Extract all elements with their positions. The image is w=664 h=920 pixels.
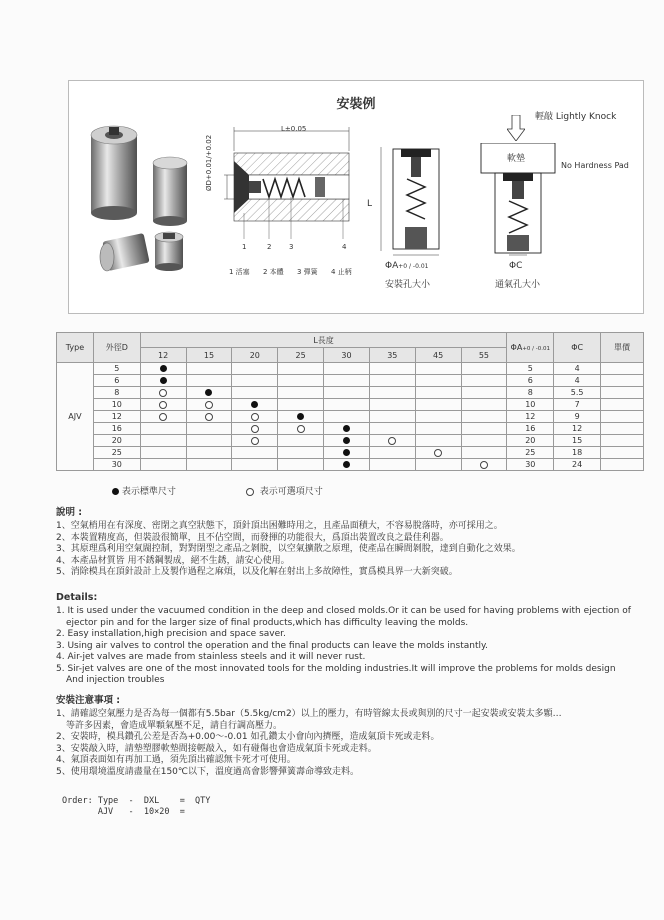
legend-optional: [246, 484, 323, 497]
table-row: [57, 399, 644, 411]
phi-c-cell: 15: [554, 435, 601, 447]
standard-dot-icon: [343, 425, 350, 432]
length-cell: [140, 363, 186, 375]
product-photo: [83, 119, 201, 287]
order-example: [62, 796, 210, 818]
installation-example-panel: [68, 80, 644, 314]
table-row: [57, 459, 644, 471]
length-cell: [232, 375, 278, 387]
mounting-hole-drawing: [379, 143, 449, 263]
length-cell: [232, 435, 278, 447]
dim-length-label: L±0.05: [281, 125, 307, 133]
length-cell: [232, 447, 278, 459]
price-cell: [601, 411, 644, 423]
length-cell: [415, 399, 461, 411]
phi-c-cell: 5.5: [554, 387, 601, 399]
price-cell: [601, 435, 644, 447]
phi-a-cell: 8: [507, 387, 554, 399]
optional-ring-icon: [159, 401, 167, 409]
length-cell: [140, 375, 186, 387]
length-cell: [461, 447, 507, 459]
length-cell: [369, 459, 415, 471]
legend-standard: [112, 484, 176, 497]
length-cell: [232, 363, 278, 375]
phi-a-cell: 30: [507, 459, 554, 471]
length-cell: [278, 447, 324, 459]
standard-dot-icon: [205, 389, 212, 396]
details-english: [56, 592, 631, 687]
optional-ring-icon: [434, 449, 442, 457]
length-cell: [415, 423, 461, 435]
notes-chinese: [56, 504, 521, 579]
optional-ring-icon: [205, 413, 213, 421]
standard-dot-icon: [343, 461, 350, 468]
details-heading: Details:: [56, 592, 98, 603]
table-row: [57, 387, 644, 399]
table-row: [57, 447, 644, 459]
price-header: 單價: [601, 333, 644, 363]
phi-a-cell: 20: [507, 435, 554, 447]
text-line: 5. Sir-jet valves are one of the most innovated tools for the molding industries.It will improve the problems for molds design: [56, 663, 616, 674]
hole-size-label: 安裝孔大小: [385, 280, 431, 290]
part-number-4: 4: [342, 243, 347, 251]
length-cell: [461, 423, 507, 435]
text-line: 4、本產品材質皆 用不銹鋼製成，絕不生銹，請安心使用。: [56, 555, 290, 566]
lightly-knock-label: 輕敲 Lightly Knock: [535, 112, 617, 122]
length-cell: [186, 435, 232, 447]
part-legend-4: 4 止柄: [331, 268, 352, 276]
length-cell: [369, 423, 415, 435]
table-row: [57, 411, 644, 423]
price-cell: [601, 375, 644, 387]
length-col-header: 30: [324, 348, 370, 363]
length-cell: [369, 411, 415, 423]
optional-ring-icon: [205, 401, 213, 409]
length-cell: [140, 387, 186, 399]
length-cell: [278, 387, 324, 399]
diameter-cell: 30: [93, 459, 140, 471]
length-cell: [278, 459, 324, 471]
text-line: 2、安裝時，模具鑽孔公差是否為+0.00～-0.01 如孔鑽太小會向內擠壓，造成氣頂卡死或走料。: [56, 732, 440, 742]
length-cell: [461, 375, 507, 387]
length-cell: [369, 435, 415, 447]
diameter-cell: 6: [93, 375, 140, 387]
standard-dot-icon: [160, 365, 167, 372]
arrow-down-icon: [507, 115, 525, 141]
length-cell: [232, 387, 278, 399]
length-cell: [324, 447, 370, 459]
text-line: And injection troubles: [66, 675, 165, 685]
diameter-cell: 12: [93, 411, 140, 423]
length-cell: [324, 423, 370, 435]
phi-a-cell: 16: [507, 423, 554, 435]
length-cell: [186, 363, 232, 375]
phi-c-cell: 4: [554, 375, 601, 387]
price-cell: [601, 423, 644, 435]
type-header: Type: [57, 333, 94, 363]
vent-hole-size-label: 通氣孔大小: [495, 280, 541, 290]
optional-ring-icon: [480, 461, 488, 469]
length-cell: [415, 375, 461, 387]
text-line: 5、使用環境溫度請盡量在150℃以下，溫度過高會影響彈簧壽命導致走料。: [56, 766, 360, 777]
phi-a-label: ΦA+0 / -0.01: [385, 261, 429, 271]
length-cell: [461, 387, 507, 399]
type-cell: AJV: [57, 363, 94, 471]
price-cell: [601, 363, 644, 375]
length-cell: [278, 435, 324, 447]
length-cell: [415, 435, 461, 447]
dim-diameter-label: ØD+0.01/+0.02: [205, 134, 213, 191]
diameter-cell: 25: [93, 447, 140, 459]
diameter-header: 外徑D: [93, 333, 140, 363]
optional-ring-icon: [251, 425, 259, 433]
length-cell: [186, 399, 232, 411]
length-cell: [461, 363, 507, 375]
phi-a-cell: 5: [507, 363, 554, 375]
standard-dot-icon: [343, 449, 350, 456]
optional-ring-icon: [251, 413, 259, 421]
soft-pad-label: 軟墊: [507, 154, 526, 164]
length-cell: [415, 447, 461, 459]
length-cell: [186, 423, 232, 435]
length-cell: [324, 375, 370, 387]
standard-dot-icon: [251, 401, 258, 408]
length-cell: [324, 363, 370, 375]
optional-ring-icon: [388, 437, 396, 445]
length-cell: [369, 399, 415, 411]
length-cell: [278, 375, 324, 387]
length-cell: [140, 411, 186, 423]
length-cell: [232, 399, 278, 411]
length-cell: [461, 459, 507, 471]
table-row: [57, 363, 644, 375]
standard-dot-icon: [112, 488, 119, 495]
install-title: 安裝例: [336, 97, 376, 112]
length-cell: [415, 387, 461, 399]
diameter-cell: 8: [93, 387, 140, 399]
phi-a-cell: 10: [507, 399, 554, 411]
length-cell: [461, 411, 507, 423]
legend-optional-text: 表示可選項尺寸: [259, 487, 323, 497]
phi-a-header: ΦA+0 / -0.01: [507, 333, 554, 363]
length-cell: [461, 435, 507, 447]
optional-ring-icon: [159, 389, 167, 397]
length-cell: [415, 363, 461, 375]
length-col-header: 25: [278, 348, 324, 363]
length-cell: [415, 411, 461, 423]
phi-c-header: ΦC: [554, 333, 601, 363]
no-hardness-pad-label: No Hardness Pad: [561, 161, 629, 170]
text-line: 1、空氣梢用在有深度、密閉之真空狀態下，頂針頂出困難時用之，且產品面積大，不容易脫落時，亦可採用之。: [56, 521, 503, 531]
optional-ring-icon: [246, 488, 254, 496]
price-cell: [601, 387, 644, 399]
phi-c-cell: 12: [554, 423, 601, 435]
length-cell: [415, 459, 461, 471]
length-col-header: 55: [461, 348, 507, 363]
price-cell: [601, 399, 644, 411]
length-cell: [278, 399, 324, 411]
part-legend-3: 3 彈簧: [297, 268, 318, 276]
length-cell: [324, 387, 370, 399]
length-cell: [232, 423, 278, 435]
text-line: 4. Air-jet valves are made from stainless steels and it will never rust.: [56, 652, 366, 662]
length-col-header: 12: [140, 348, 186, 363]
phi-c-cell: 4: [554, 363, 601, 375]
length-cell: [324, 435, 370, 447]
length-cell: [186, 387, 232, 399]
diameter-cell: 20: [93, 435, 140, 447]
text-line: 2、本裝置精度高，但裝設很簡單，且不佔空間，而發揮的功能很大，爲頂出裝置改良之最佳利器。: [56, 532, 449, 543]
text-line: 3、其原理爲利用空氣閥控制，對對閉型之產品之剝脫，以空氣擴散之原理，使產品在瞬間剝脫，達到自動化之效果。: [56, 544, 521, 554]
standard-dot-icon: [160, 377, 167, 384]
length-cell: [140, 459, 186, 471]
diameter-cell: 5: [93, 363, 140, 375]
diameter-cell: 10: [93, 399, 140, 411]
text-line: 1. It is used under the vacuumed condition in the deep and closed molds.Or it can be used for having problems with ejection of: [56, 606, 631, 616]
standard-dot-icon: [343, 437, 350, 444]
length-col-header: 15: [186, 348, 232, 363]
part-legend-2: 2 本體: [263, 268, 284, 276]
specification-table: [56, 332, 644, 471]
price-cell: [601, 447, 644, 459]
length-header: L長度: [140, 333, 507, 348]
length-cell: [140, 435, 186, 447]
length-cell: [369, 387, 415, 399]
length-cell: [369, 447, 415, 459]
phi-a-cell: 6: [507, 375, 554, 387]
length-cell: [232, 411, 278, 423]
length-cell: [140, 423, 186, 435]
length-cell: [369, 375, 415, 387]
length-cell: [461, 399, 507, 411]
length-cell: [186, 447, 232, 459]
length-cell: [324, 459, 370, 471]
phi-c-label: ΦC: [509, 261, 523, 271]
part-legend-1: 1 活塞: [229, 268, 250, 276]
text-line: ejector pin and for the larger size of final products,which has difficulty leaving the molds.: [66, 617, 469, 628]
length-cell: [278, 363, 324, 375]
length-col-header: 35: [369, 348, 415, 363]
price-cell: [601, 459, 644, 471]
length-cell: [324, 399, 370, 411]
text-line: 3. Using air valves to control the operation and the final products can leave the molds instantly.: [56, 640, 488, 651]
phi-c-cell: 7: [554, 399, 601, 411]
length-cell: [232, 459, 278, 471]
legend-standard-text: 表示標準尺寸: [121, 487, 176, 497]
optional-ring-icon: [251, 437, 259, 445]
dim-side-length-label: L: [367, 199, 373, 209]
phi-c-cell: 9: [554, 411, 601, 423]
phi-a-cell: 25: [507, 447, 554, 459]
phi-c-cell: 18: [554, 447, 601, 459]
length-cell: [278, 411, 324, 423]
table-row: [57, 435, 644, 447]
length-cell: [140, 399, 186, 411]
installation-notes: [56, 692, 562, 778]
length-cell: [186, 411, 232, 423]
length-col-header: 45: [415, 348, 461, 363]
part-number-2: 2: [267, 243, 272, 251]
notes-chinese-heading: 說明 :: [56, 507, 83, 518]
text-line: 5、消除模具在頂針設計上及製作過程之麻煩，以及化解在射出上多故障性，實爲模具界一大新突破。: [56, 567, 458, 577]
length-cell: [324, 411, 370, 423]
length-cell: [278, 423, 324, 435]
optional-ring-icon: [297, 425, 305, 433]
length-col-header: 20: [232, 348, 278, 363]
table-row: [57, 423, 644, 435]
phi-c-cell: 24: [554, 459, 601, 471]
text-line: 2. Easy installation,high precision and space saver.: [56, 629, 286, 639]
diameter-cell: 16: [93, 423, 140, 435]
installation-notes-heading: 安裝注意事項 :: [56, 695, 121, 706]
length-cell: [186, 375, 232, 387]
part-number-1: 1: [242, 243, 247, 251]
length-cell: [369, 363, 415, 375]
text-line: 1、請確認空氣壓力是否為每一個都有5.5bar（5.5kg/cm2）以上的壓力，有時管線太長或與別的尺寸一起安裝或安裝太多顆…: [56, 709, 562, 719]
text-line: 3、安裝敲入時，請墊塑膠軟墊間接輕敲入，如有碰傷也會造成氣頂卡死或走料。: [56, 743, 377, 754]
length-cell: [140, 447, 186, 459]
part-number-3: 3: [289, 243, 294, 251]
length-cell: [186, 459, 232, 471]
order-line-2: AJV - 10×20 =: [62, 807, 196, 817]
table-row: [57, 375, 644, 387]
optional-ring-icon: [159, 413, 167, 421]
standard-dot-icon: [297, 413, 304, 420]
text-line: 4、氣頂表面如有再加工過，須先頂出確認無卡死才可使用。: [56, 755, 296, 765]
text-line: 等許多因素，會造成單顆氣壓不足，請自行調高壓力。: [66, 720, 283, 731]
phi-a-cell: 12: [507, 411, 554, 423]
order-line-1: Order: Type - DXL = QTY: [62, 796, 211, 806]
